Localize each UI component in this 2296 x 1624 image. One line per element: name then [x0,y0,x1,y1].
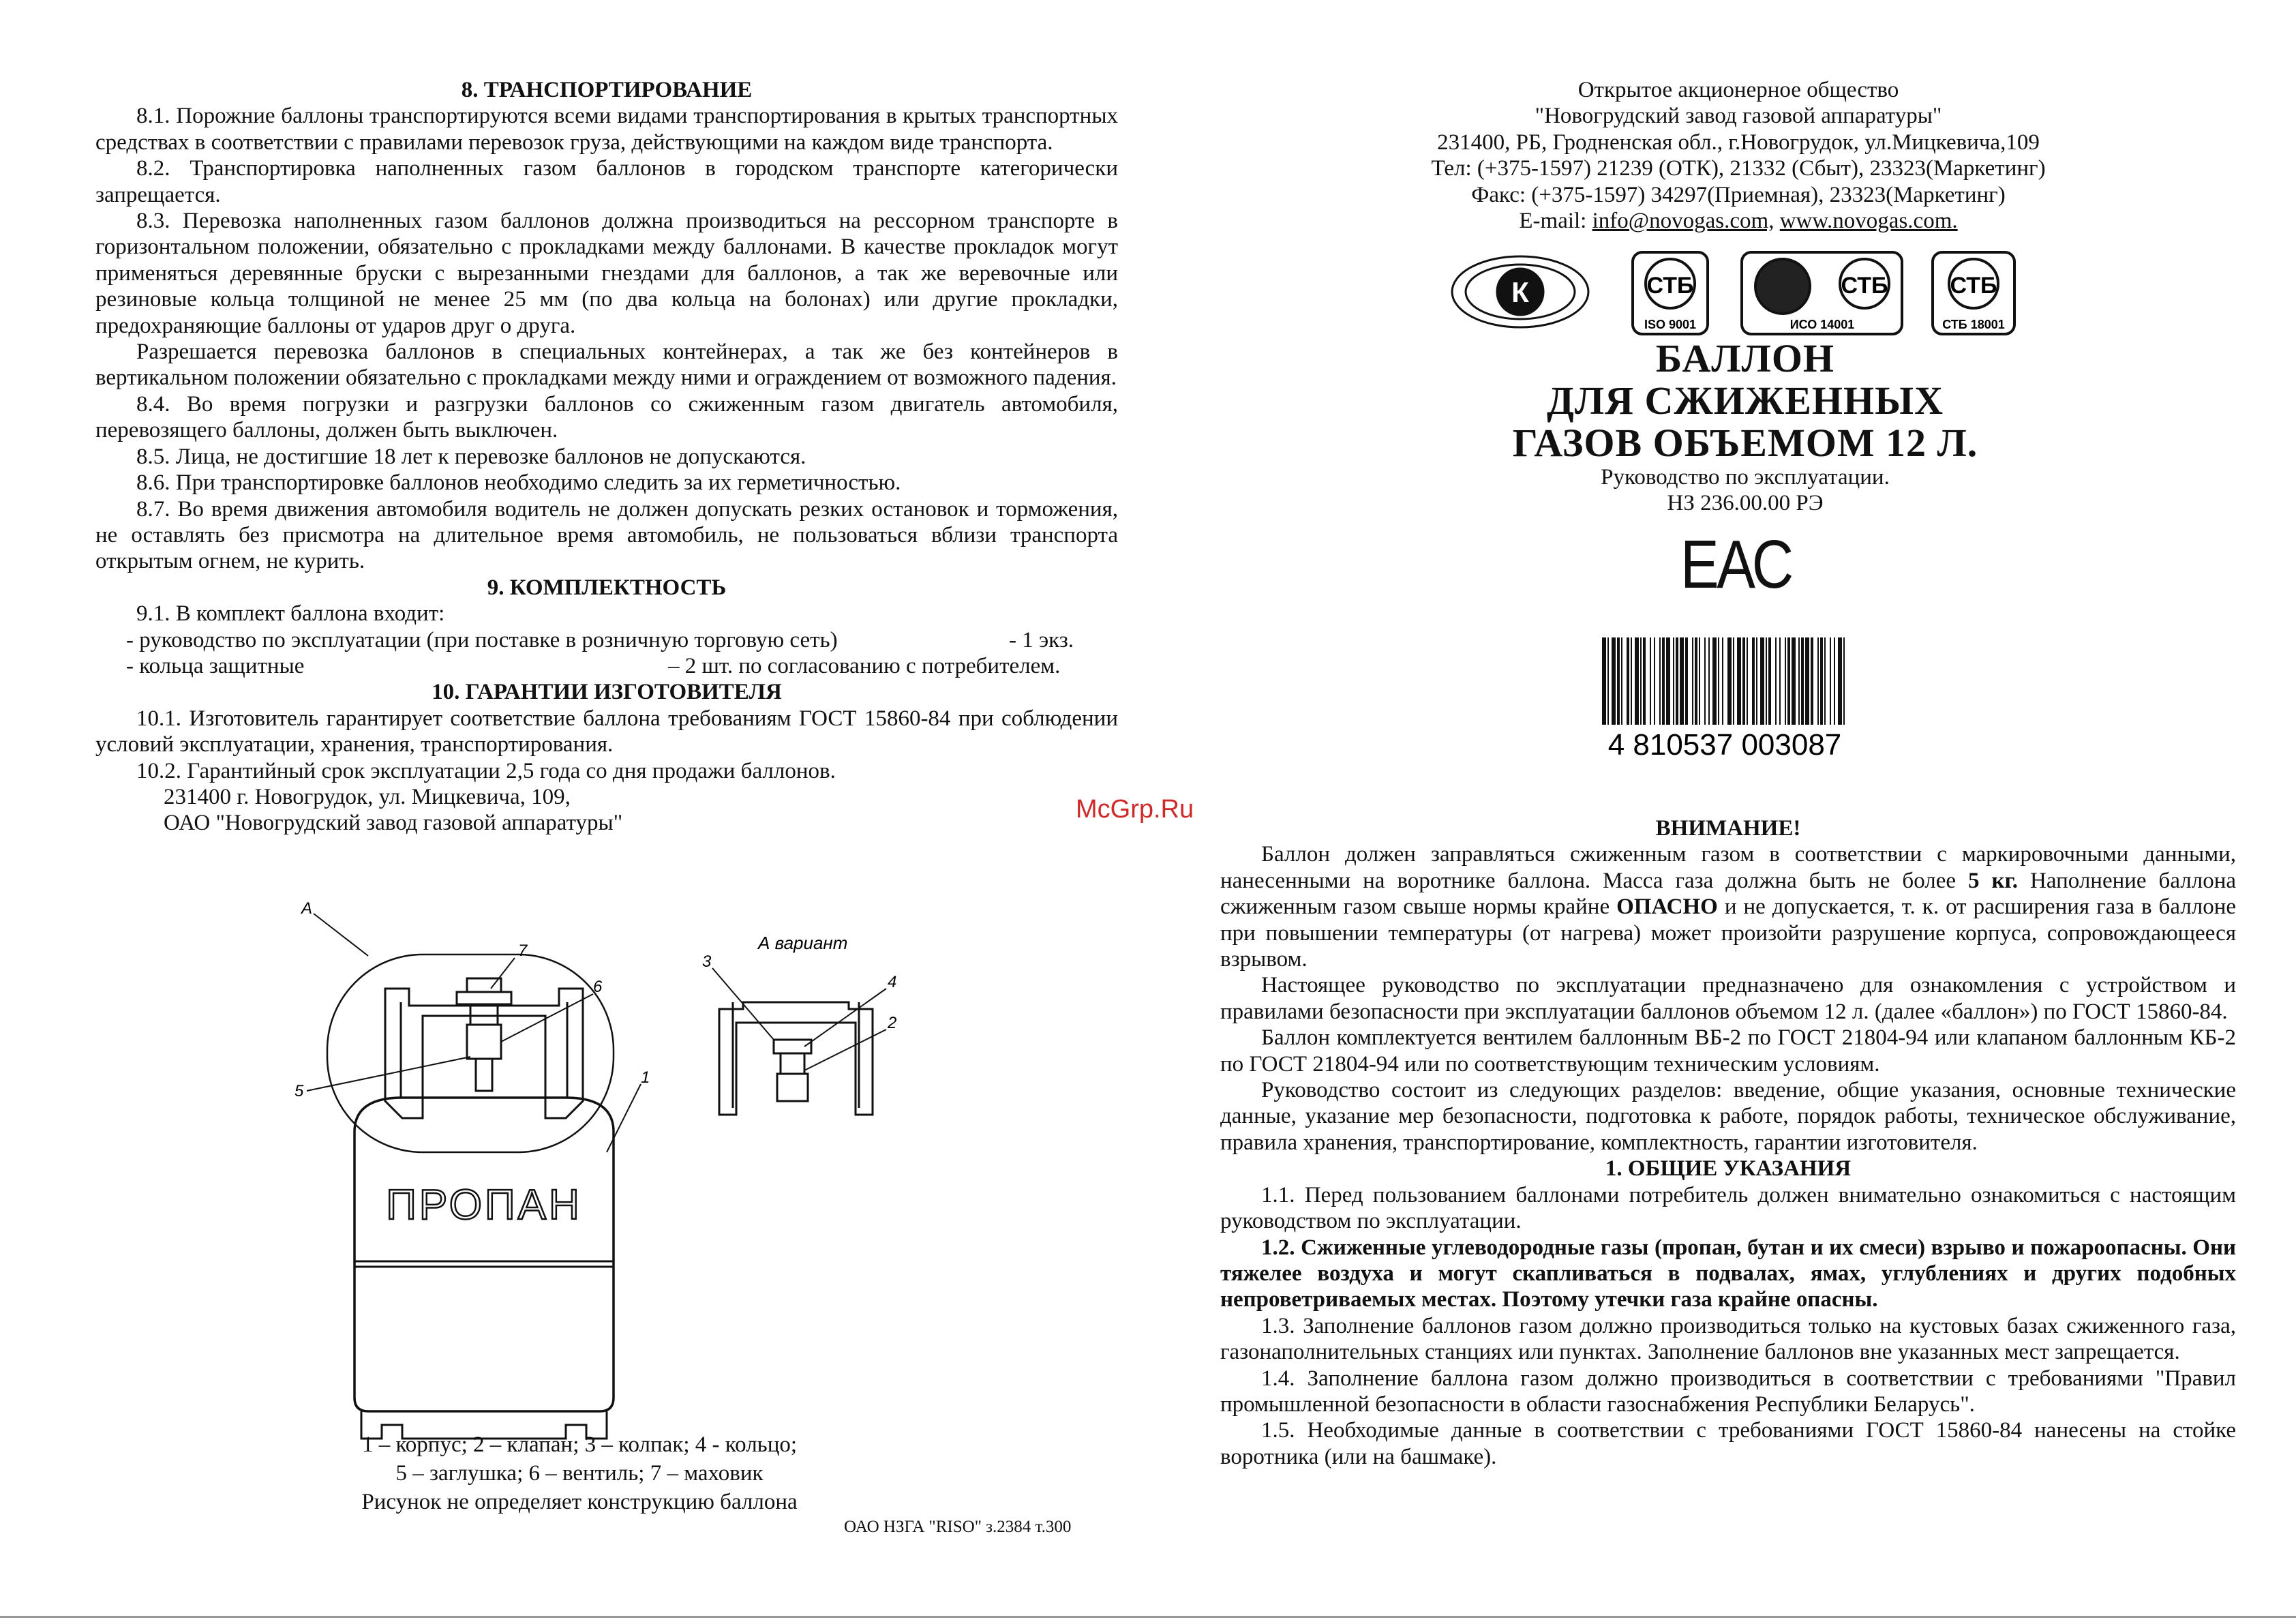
para-1-5: 1.5. Необходимые данные в соответствии с требованиями ГОСТ 15860-84 нанесены на стойке воротника (или на башмаке). [1220,1418,2236,1469]
barcode-bar [1760,637,1764,725]
barcode-bar [1602,637,1606,725]
barcode-bar [1785,637,1786,725]
barcode-bar [1820,637,1823,725]
attention-para-2: Настоящее руководство по эксплуатации предназначено для ознакомления с устройством и правилами безопасности при эксплуатации баллонов объемом 12 л. (далее «баллон») по ГОСТ 15860-84. [1220,973,2236,1024]
iso-14001-stb: СТБ [1841,273,1888,299]
quality-seal-letter: К [1511,276,1529,308]
para-8-4: 8.4. Во время погрузки и разгрузки баллонов со сжиженным газом двигатель автомобиля, перевозящего баллоны, должен быть выключен. [95,391,1118,443]
barcode-bar [1824,637,1826,725]
label-7: 7 [518,942,528,960]
barcode-bar [1692,637,1693,725]
para-10-1: 10.1. Изготовитель гарантирует соответствие баллона требованиям ГОСТ 15860-84 при соблюдении условий эксплуатации, хранения, транспортирования. [95,706,1118,757]
legend-line-2: 5 – заглушка; 6 – вентиль; 7 – маховик [395,1461,764,1486]
barcode-bar [1718,637,1719,725]
barcode-bar [1659,637,1661,725]
barcode-bar [1643,637,1646,725]
label-3: 3 [702,952,712,971]
barcode-bar [1817,637,1819,725]
title-line-3: ГАЗОВ ОБЪЕМОМ 12 Л. [1512,421,1978,465]
para-10-2: 10.2. Гарантийный срок эксплуатации 2,5 года со дня продажи баллонов. [136,758,836,783]
barcode-bar [1830,637,1831,725]
para-1-4: 1.4. Заполнение баллона газом должно производиться в соответствии с требованиями "Правил промышленной безопасности в области газоснабжения Республики Беларусь". [1220,1366,2236,1417]
barcode-number: 4 810537 003087 [1607,728,1842,757]
para-1-2: 1.2. Сжиженные углеводородные газы (пропан, бутан и их смеси) взрыво и пожароопасны. Они тяжелее воздуха и могут скапливаться в подвалах, ямах, углублениях и других подобных непроветриваемых местах. Поэтому утечки газа крайне опасны. [1220,1235,2236,1312]
tank-label-propane: ПРОПАН [386,1182,582,1229]
para-1-3: 1.3. Заполнение баллонов газом должно производиться только на кустовых базах сжиженного газа, газонаполнительных станциях или пунктах. Заполнение баллонов вне указанных мест запрещается. [1220,1313,2236,1365]
attention-para-1 [1220,841,2236,972]
danger-word: ОПАСНО [1616,894,1718,920]
title-line-2: ДЛЯ СЖИЖЕННЫХ [1547,378,1944,423]
barcode-bar [1673,637,1674,725]
iso-9001-stb: СТБ [1646,273,1694,299]
company-block [1350,77,2127,234]
barcode-bar [1798,637,1800,725]
barcode-bar [1779,637,1781,725]
printer-info: ОАО НЗГА "RISO" з.2384 т.300 [844,1518,1072,1536]
barcode-bar [1733,637,1734,725]
barcode-bar [1666,637,1670,725]
para-1-1: 1.1. Перед пользованием баллонами потребитель должен внимательно ознакомиться с настоящим руководством по эксплуатации. [1220,1182,2236,1234]
document-code: НЗ 236.00.00 РЭ [1667,491,1824,515]
barcode-bar [1727,637,1732,725]
label-6: 6 [593,978,603,996]
website-link[interactable]: www.novogas.com. [1779,209,1958,234]
section-9-title: 9. КОМПЛЕКТНОСТЬ [487,575,727,600]
product-title [1398,337,2093,516]
legend-line-1: 1 – корпус; 2 – клапан; 3 – колпак; 4 - кольцо; [361,1432,798,1457]
label-2: 2 [888,1014,897,1032]
barcode-bar [1631,637,1632,725]
barcode-bar [1737,637,1741,725]
barcode-bar [1695,637,1697,725]
attention-para-4: Руководство состоит из следующих разделов: введение, общие указания, основные технические данные, указание мер безопасности, подготовка к работе, порядок работы, техническое обслуживание, правила хранения, транспортирование, комплектность, гарантии изготовителя. [1220,1078,2236,1155]
section-8-title: 8. ТРАНСПОРТИРОВАНИЕ [461,78,753,102]
barcode-bar [1635,637,1639,725]
para-8-3b: Разрешается перевозка баллонов в специальных контейнерах, а так же без контейнеров в вертикальном положении обязательно с прокладками между ними и ограждением от возможного падения. [95,340,1118,391]
barcode-bar [1685,637,1688,725]
label-4: 4 [888,973,897,991]
variant-label: А вариант [758,934,848,953]
barcode-bar [1676,637,1678,725]
company-fax: Факс: (+375-1597) 34297(Приемная), 23323(Маркетинг) [1471,182,2006,207]
barcode-bar [1742,637,1745,725]
label-1: 1 [641,1068,650,1087]
warranty-address: 231400 г. Новогрудок, ул. Мицкевича, 109, [164,784,571,809]
barcode-bar [1662,637,1665,725]
barcode-bar [1843,637,1845,725]
para-9-1: 9.1. В комплект баллона входит: [136,601,445,627]
barcode-bar [1752,637,1755,725]
kit-item-manual-qty: - 1 экз. [1009,627,1074,652]
barcode-bar [1792,637,1796,725]
barcode-bar [1621,637,1622,725]
section-1-title: 1. ОБЩИЕ УКАЗАНИЯ [1605,1156,1852,1182]
barcode-bar [1768,637,1771,725]
kit-item-rings-qty: – 2 шт. по согласованию с потребителем. [668,653,1061,678]
stb-18001-stb: СТБ [1950,273,1997,299]
manual-subtitle: Руководство по эксплуатации. [1601,465,1890,490]
para-8-5: 8.5. Лица, не достигшие 18 лет к перевозке баллонов не допускаются. [136,444,806,469]
figure-note: Рисунок не определяет конструкцию баллона [361,1490,798,1514]
barcode-bar [1811,637,1813,725]
barcode-bar [1627,637,1629,725]
barcode-bar [1704,637,1706,725]
company-line-1: Открытое акционерное общество [1577,78,1899,102]
watermark: McGrp.Ru [1076,795,1194,824]
barcode-bar [1654,637,1655,725]
attention-text-c: Наполнение баллона сжиженным газом свыше нормы крайне [1220,868,2237,920]
barcode-bar [1775,637,1777,725]
section-10-title: 10. ГАРАНТИИ ИЗГОТОВИТЕЛЯ [432,680,782,705]
company-line-2: "Новогрудский завод газовой аппаратуры" [1535,104,1942,129]
label-A: А [301,899,313,918]
barcode-bar [1680,637,1684,725]
barcode-bar [1708,637,1710,725]
barcode-bar [1650,637,1651,725]
max-gas-mass: 5 кг. [1968,868,2019,893]
barcode-bar [1612,637,1616,725]
barcode-bar [1838,637,1842,725]
page-edge-line [0,1616,2296,1618]
company-address: 231400, РБ, Гродненская обл., г.Новогрудок, ул.Мицкевича,109 [1437,130,2040,155]
label-5: 5 [294,1082,304,1100]
barcode-bar [1787,637,1790,725]
kit-item-rings-name: - кольца защитные [126,653,305,678]
attention-text-e: и не допускается, т. к. от расширения газа в баллоне при повышении температуры (от нагрева) может произойти разрушение корпуса, сопровождающееся взрывом. [1220,894,2237,972]
barcode-bar [1747,637,1748,725]
kit-item-manual [95,627,1118,653]
barcode-bar [1834,637,1835,725]
attention-title: ВНИМАНИЕ! [1655,816,1801,841]
eac-mark: ЕАС [1680,526,1792,603]
email-link[interactable]: info@novogas.com, [1592,209,1774,234]
barcode-bar [1699,637,1700,725]
para-8-1: 8.1. Порожние баллоны транспортируются всеми видами транспортирования в крытых транспортных средствах в соответствии с правилами перевозок груза, действующими на каждом виде транспорта. [95,104,1118,155]
para-8-7: 8.7. Во время движения автомобиля водитель не должен допускать резких остановок и торможения, не оставлять без присмотра на длительное время автомобиль, не пользоваться вблизи транспорта открытым огнем, не курить. [95,496,1118,574]
attention-text-a: Баллон должен заправляться сжиженным газом в соответствии с маркировочными данными, нанесенными на воротнике баллона. Масса газа должна быть не более [1220,842,2236,893]
kit-item-rings [95,653,1118,679]
barcode-bar [1766,637,1767,725]
title-line-1: БАЛЛОН [1655,336,1835,380]
kit-item-manual-name: - руководство по эксплуатации (при поставке в розничную торговую сеть) [126,627,838,652]
para-8-3: 8.3. Перевозка наполненных газом баллонов должна производиться на рессорном транспорте в горизонтальном положении, обязательно с прокладками между баллонами. В качестве прокладок могут применяться деревянные бруски с вырезанными гнездами для баллонов, а так же веревочные или резиновые кольца толщиной не менее 25 мм (по два кольца на болонах) или другие прокладки, предохраняющие баллоны от ударов друг о друга. [95,209,1118,338]
barcode-bar [1607,637,1609,725]
company-contacts [1350,208,2127,234]
figure-legend [273,1430,886,1516]
email-label: E-mail: [1519,209,1587,234]
iso-9001-label: ISO 9001 [1644,318,1697,331]
company-phone: Тел: (+375-1597) 21239 (ОТК), 21332 (Сбыт), 23323(Маркетинг) [1431,156,2046,181]
barcode-bar [1805,637,1809,725]
warranty-org: ОАО "Новогрудский завод газовой аппаратуры" [164,811,623,836]
stb-18001-label: СТБ 18001 [1942,318,2005,331]
variant-A-drawing [702,934,948,1125]
barcode-bar [1801,637,1804,725]
callout-outline [327,954,614,1152]
barcode [1588,637,1861,757]
certification-logos [1449,244,2028,340]
barcode-bar [1640,637,1642,725]
barcode-bar [1712,637,1717,725]
para-8-2: 8.2. Транспортировка наполненных газом баллонов в городском транспорте категорически запрещается. [95,156,1118,207]
para-8-6: 8.6. При транспортировке баллонов необходимо следить за их герметичностью. [136,470,901,496]
attention-para-3: Баллон комплектуется вентилем баллонным ВБ-2 по ГОСТ 21804-94 или клапаном баллонным КБ-2 по ГОСТ 21804-94 или по соответствующим техническим условиям. [1220,1025,2236,1077]
barcode-bar [1722,637,1723,725]
iso-14001-label: ИСО 14001 [1789,318,1855,331]
barcode-bar [1617,637,1620,725]
barcode-bar [1756,637,1757,725]
